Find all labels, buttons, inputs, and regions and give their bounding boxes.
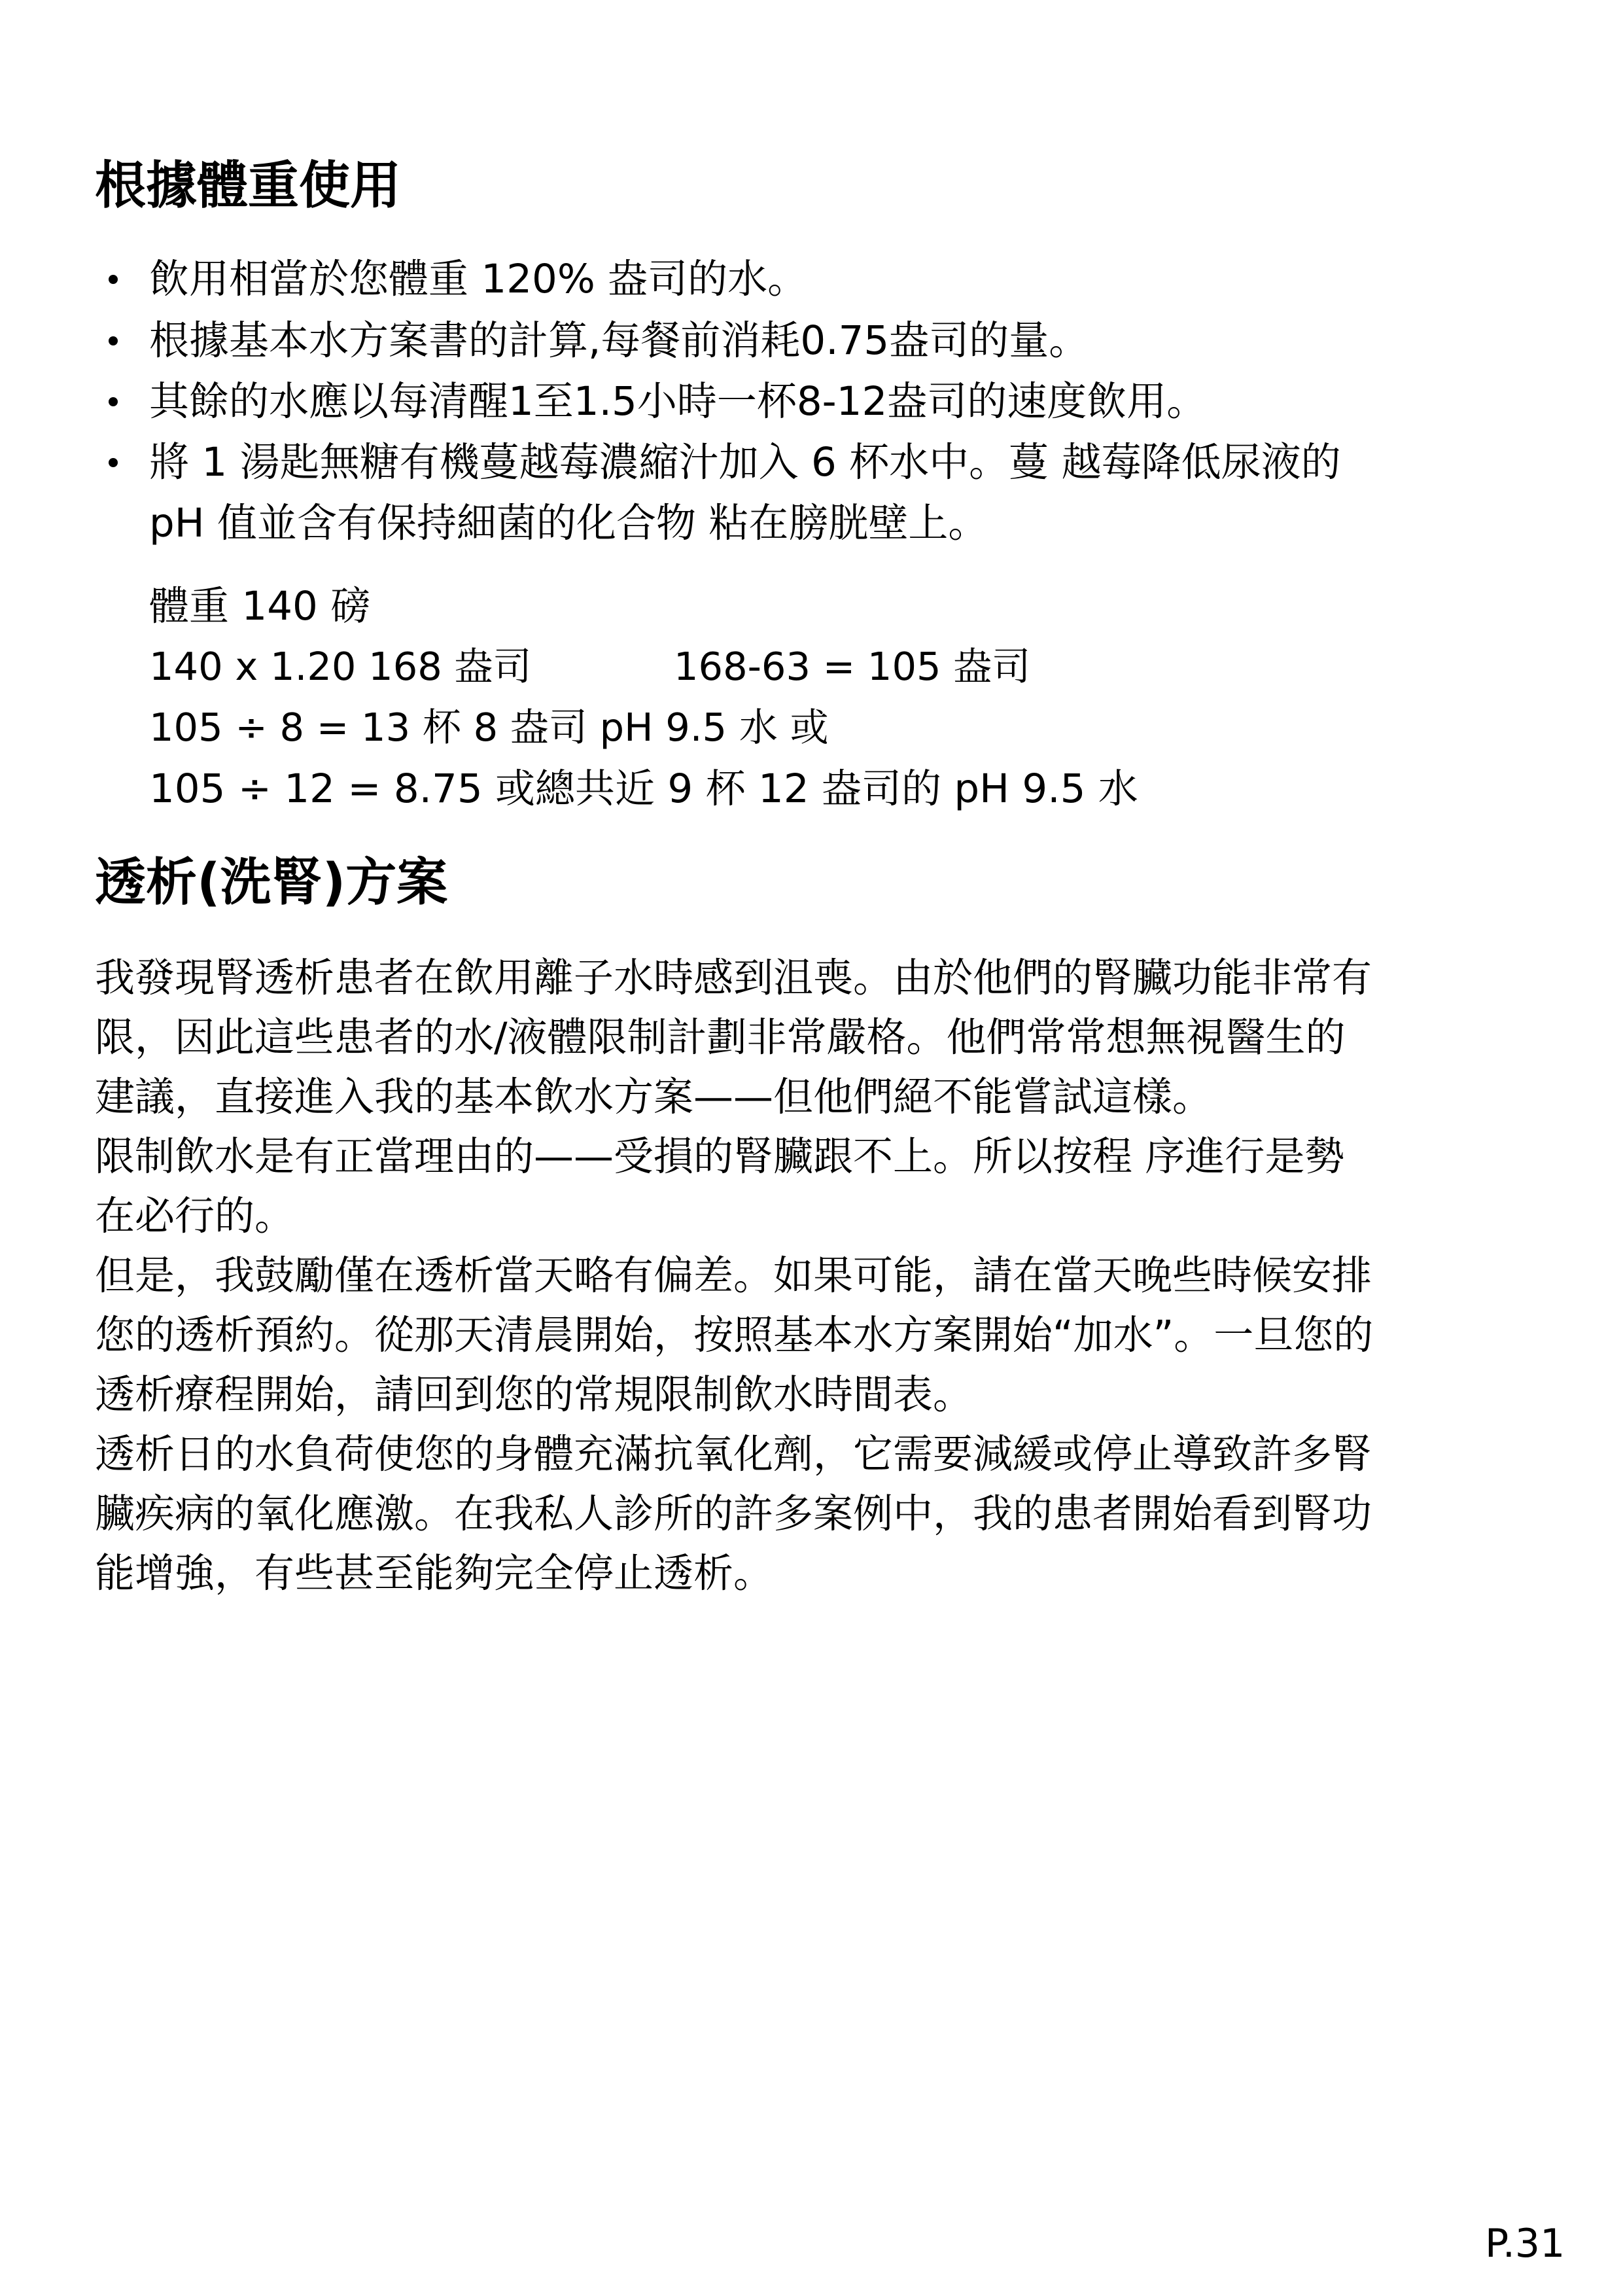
bullet-dot bbox=[109, 336, 118, 345]
paragraph-line: 但是，我鼓勵僅在透析當天略有偏差。如果可能，請在當天晚些時候安排 bbox=[95, 1252, 1372, 1299]
paragraph-line: 能增強，有些甚至能夠完全停止透析。 bbox=[95, 1550, 774, 1597]
page-number: P.31 bbox=[1485, 2221, 1565, 2267]
paragraph-line: 透析療程開始，請回到您的常規限制飲水時間表。 bbox=[95, 1371, 973, 1418]
example-line: 140 x 1.20 168 盎司 bbox=[149, 644, 532, 689]
bullet-dot bbox=[109, 397, 118, 406]
list-item-line: 其餘的水應以每清醒1至1.5小時一杯8-12盎司的速度飲用。 bbox=[149, 378, 1207, 425]
section-heading-dialysis: 透析(洗腎)方案 bbox=[95, 853, 448, 912]
paragraph-line: 您的透析預約。從那天清晨開始，按照基本水方案開始“加水”。一旦您的 bbox=[95, 1312, 1374, 1358]
example-line: 105 ÷ 12 = 8.75 或總共近 9 杯 12 盎司的 pH 9.5 水 bbox=[149, 766, 1138, 812]
section-heading-weight: 根據體重使用 bbox=[95, 156, 402, 215]
paragraph-line: 透析日的水負荷使您的身體充滿抗氧化劑，它需要減緩或停止導致許多腎 bbox=[95, 1431, 1372, 1477]
example-line: 體重 140 磅 bbox=[149, 583, 371, 629]
list-item-line: 飲用相當於您體重 120% 盎司的水。 bbox=[149, 256, 808, 302]
paragraph-line: 我發現腎透析患者在飲用離子水時感到沮喪。由於他們的腎臟功能非常有 bbox=[95, 955, 1372, 1001]
bullet-dot bbox=[109, 458, 118, 467]
paragraph-line: 臟疾病的氧化應激。在我私人診所的許多案例中，我的患者開始看到腎功 bbox=[95, 1491, 1372, 1537]
example-line: 168-63 = 105 盎司 bbox=[674, 644, 1031, 689]
paragraph-line: 限制飲水是有正當理由的——受損的腎臟跟不上。所以按程 序進行是勢 bbox=[95, 1133, 1345, 1180]
paragraph-line: 限，因此這些患者的水/液體限制計劃非常嚴格。他們常常想無視醫生的 bbox=[95, 1014, 1346, 1061]
paragraph-line: 建議，直接進入我的基本飲水方案——但他們絕不能嘗試這樣。 bbox=[95, 1074, 1213, 1120]
list-item-line: 將 1 湯匙無糖有機蔓越莓濃縮汁加入 6 杯水中。蔓 越莓降低尿液的 bbox=[149, 439, 1341, 486]
list-item-line: 根據基本水方案書的計算,每餐前消耗0.75盎司的量。 bbox=[149, 317, 1089, 364]
list-item-line: pH 值並含有保持細菌的化合物 粘在膀胱壁上。 bbox=[149, 500, 988, 546]
example-line: 105 ÷ 8 = 13 杯 8 盎司 pH 9.5 水 或 bbox=[149, 705, 829, 750]
bullet-dot bbox=[109, 275, 118, 284]
paragraph-line: 在必行的。 bbox=[95, 1193, 295, 1239]
